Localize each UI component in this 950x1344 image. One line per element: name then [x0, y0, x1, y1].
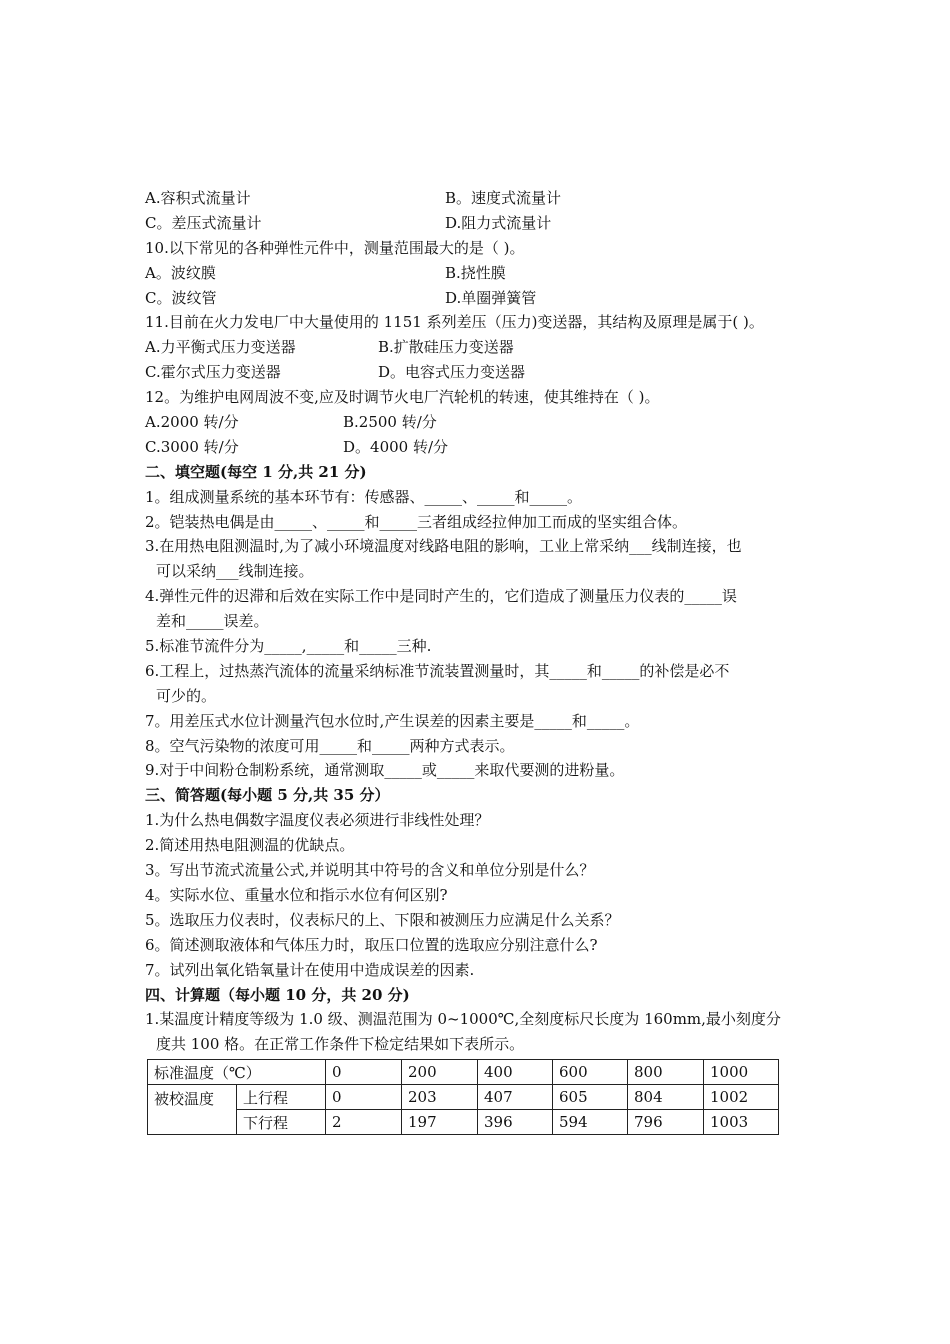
- option-d: D.单圈弹簧管: [445, 288, 537, 307]
- question-line: 6.工程上，过热蒸汽流体的流量采纳标准节流装置测量时，其_____和_____的补偿是必不: [145, 661, 730, 680]
- question-line: 度共 100 格。在正常工作条件下检定结果如下表所示。: [156, 1035, 525, 1054]
- table-header-cell: 标准温度（℃）: [148, 1060, 326, 1085]
- option-b: B。速度式流量计: [445, 189, 562, 207]
- question-line: 5.标准节流件分为_____,_____和_____三种.: [145, 637, 432, 656]
- section-heading: 四、计算题（每小题 10 分，共 20 分): [145, 985, 410, 1004]
- option-b: B.2500 转/分: [343, 413, 437, 432]
- table-header-cell: 下行程: [237, 1110, 326, 1135]
- table-row: [148, 1085, 779, 1110]
- table-cell: 2: [326, 1110, 402, 1135]
- table-row: [148, 1110, 779, 1135]
- question-line: 2.简述用热电阻测温的优缺点。: [145, 836, 355, 855]
- table-header-cell: 上行程: [237, 1085, 326, 1110]
- table-cell: 407: [478, 1085, 553, 1110]
- question-line: 4.弹性元件的迟滞和后效在实际工作中是同时产生的，它们造成了测量压力仪表的_____误: [145, 587, 737, 606]
- question-line: 1。组成测量系统的基本环节有：传感器、_____、_____和_____。: [145, 487, 583, 506]
- table-cell: 400: [478, 1060, 553, 1085]
- table-header-cell: 被校温度: [148, 1085, 237, 1135]
- table-cell: 200: [402, 1060, 478, 1085]
- question-line: 1.某温度计精度等级为 1.0 级、测温范围为 0~1000℃,全刻度标尺长度为 160mm,最小刻度分: [145, 1010, 781, 1029]
- question-11: 11.目前在火力发电厂中大量使用的 1151 系列差压（压力)变送器，其结构及原理是属于( )。: [145, 313, 764, 332]
- question-line: 8。空气污染物的浓度可用_____和_____两种方式表示。: [145, 736, 515, 755]
- section-heading: 三、简答题(每小题 5 分,共 35 分）: [145, 786, 390, 805]
- option-c: C.霍尔式压力变送器: [145, 363, 281, 382]
- question-line: 差和_____误差。: [156, 612, 269, 631]
- question-line: 可以采纳___线制连接。: [156, 562, 314, 581]
- question-line: 4。实际水位、重量水位和指示水位有何区别?: [145, 885, 448, 904]
- option-row: [145, 211, 825, 236]
- question-line: 6。简述测取液体和气体压力时，取压口位置的选取应分别注意什么?: [145, 935, 598, 954]
- table-cell: 0: [326, 1085, 402, 1110]
- option-c: C。差压式流量计: [145, 213, 262, 232]
- option-row: [145, 435, 825, 460]
- table-row: [148, 1060, 779, 1085]
- table-cell: 605: [553, 1085, 628, 1110]
- option-d: D。电容式压力变送器: [378, 363, 526, 382]
- question-line: 3.在用热电阻测温时,为了减小环境温度对线路电阻的影响，工业上常采纳___线制连接，也: [145, 537, 742, 556]
- option-row: [145, 410, 825, 435]
- exam-page: [145, 186, 825, 1135]
- question-12: 12。为维护电网周波不变,应及时调节火电厂汽轮机的转速，使其维持在（ )。: [145, 388, 660, 407]
- table-cell: 396: [478, 1110, 553, 1135]
- option-a: A.力平衡式压力变送器: [145, 338, 296, 357]
- calibration-table: [147, 1059, 779, 1135]
- option-b: B.挠性膜: [445, 263, 506, 282]
- option-row: [145, 360, 825, 385]
- option-d: D。4000 转/分: [343, 437, 449, 456]
- option-row: [145, 186, 825, 211]
- question-10: 10.以下常见的各种弹性元件中，测量范围最大的是（ )。: [145, 238, 525, 257]
- option-c: C.3000 转/分: [145, 437, 239, 456]
- option-d: D.阻力式流量计: [445, 213, 552, 232]
- question-line: 5。选取压力仪表时，仪表标尺的上、下限和被测压力应满足什么关系？: [145, 910, 620, 929]
- table-cell: 203: [402, 1085, 478, 1110]
- question-line: 7。试列出氧化锆氧量计在使用中造成误差的因素.: [145, 960, 475, 979]
- table-cell: 1002: [704, 1085, 779, 1110]
- option-a: A.容积式流量计: [145, 189, 251, 207]
- table-cell: 594: [553, 1110, 628, 1135]
- question-line: 3。写出节流式流量公式,并说明其中符号的含义和单位分别是什么？: [145, 861, 595, 880]
- question-line: 2。铠装热电偶是由_____、_____和_____三者组成经拉伸加工而成的坚实组合体。: [145, 512, 688, 531]
- table-cell: 1000: [704, 1060, 779, 1085]
- table-cell: 804: [628, 1085, 704, 1110]
- option-a: A。波纹膜: [145, 263, 216, 282]
- table-cell: 600: [553, 1060, 628, 1085]
- question-line: 1.为什么热电偶数字温度仪表必须进行非线性处理？: [145, 811, 490, 830]
- table-cell: 800: [628, 1060, 704, 1085]
- table-cell: 1003: [704, 1110, 779, 1135]
- table-cell: 197: [402, 1110, 478, 1135]
- option-row: [145, 261, 825, 286]
- option-a: A.2000 转/分: [145, 413, 239, 432]
- option-row: [145, 335, 825, 360]
- option-c: C。波纹管: [145, 288, 217, 307]
- question-line: 可少的。: [156, 686, 217, 705]
- question-line: 7。用差压式水位计测量汽包水位时,产生误差的因素主要是_____和_____。: [145, 711, 640, 730]
- question-line: 9.对于中间粉仓制粉系统，通常测取_____或_____来取代要测的进粉量。: [145, 761, 625, 780]
- option-b: B.扩散硅压力变送器: [378, 338, 514, 357]
- table-cell: 796: [628, 1110, 704, 1135]
- option-row: [145, 286, 825, 311]
- section-heading: 二、填空题(每空 1 分,共 21 分): [145, 462, 367, 481]
- table-cell: 0: [326, 1060, 402, 1085]
